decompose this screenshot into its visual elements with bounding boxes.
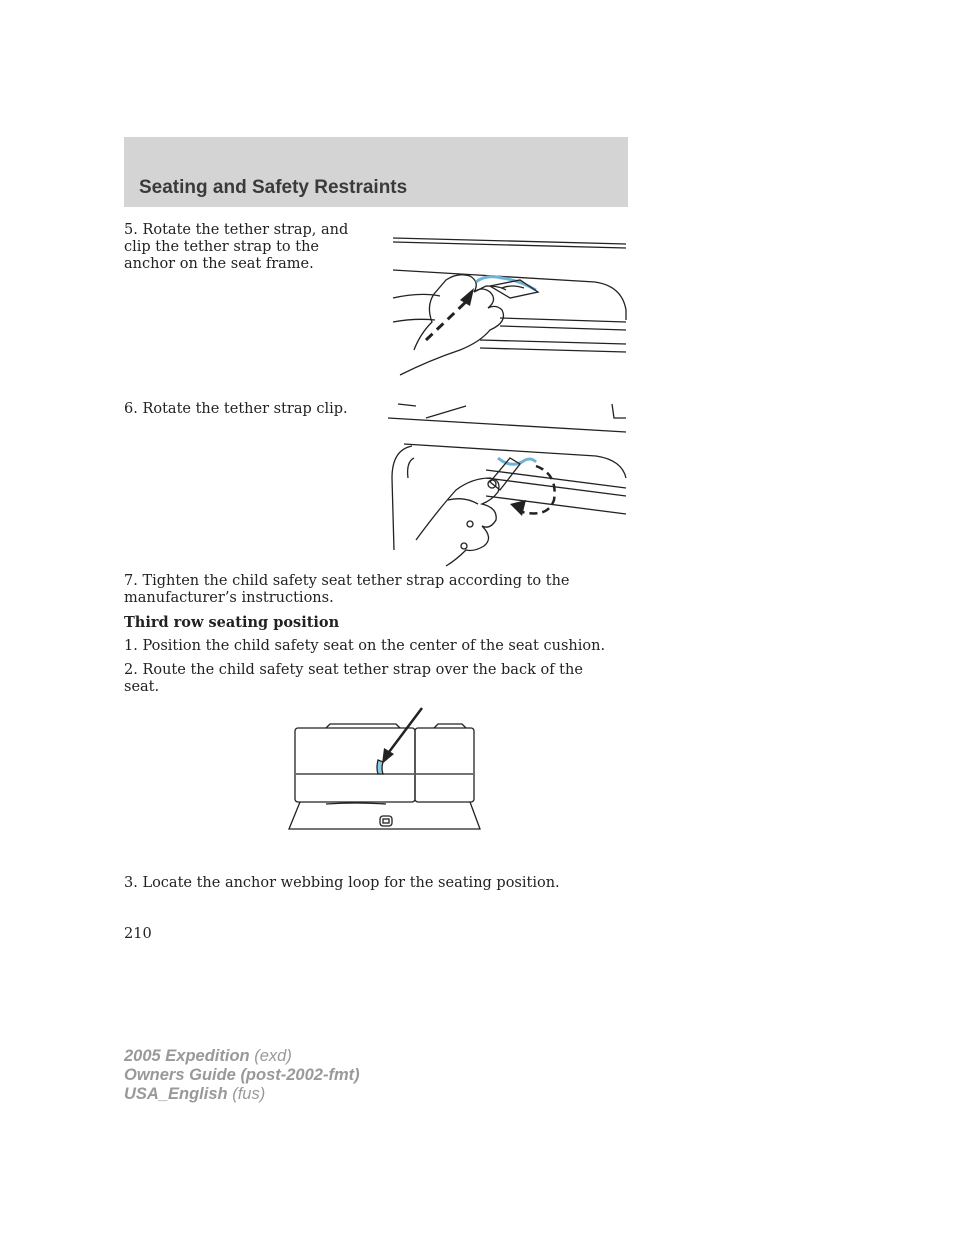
- document-footer: [124, 1047, 360, 1104]
- footer-language-code: (fus): [227, 1085, 266, 1103]
- footer-line-3: [124, 1085, 360, 1104]
- section-title: Seating and Safety Restraints: [139, 177, 408, 198]
- tether-clip-illustration: [390, 230, 630, 380]
- footer-line-1: [124, 1047, 360, 1066]
- page-number: 210: [124, 926, 152, 942]
- footer-line-2: [124, 1066, 360, 1085]
- third-row-step-3-text: 3. Locate the anchor webbing loop for the seating position.: [124, 875, 560, 891]
- footer-model-code: (exd): [249, 1047, 292, 1065]
- footer-guide: Owners Guide (post-2002-fmt): [124, 1066, 360, 1084]
- step-7-text: 7. Tighten the child safety seat tether strap according to the manufacturer’s instructions.: [124, 573, 570, 606]
- step-5-text: 5. Rotate the tether strap, and clip the tether strap to the anchor on the seat frame.: [124, 222, 349, 272]
- third-row-heading: Third row seating position: [124, 614, 340, 631]
- step-6-text: 6. Rotate the tether strap clip.: [124, 401, 348, 417]
- section-header-band: [124, 137, 628, 207]
- footer-language: USA_English: [124, 1085, 228, 1103]
- third-row-step-2-text: 2. Route the child safety seat tether strap over the back of the seat.: [124, 662, 583, 695]
- rotate-clip-illustration: [386, 400, 630, 568]
- footer-model: 2005 Expedition: [124, 1047, 250, 1065]
- third-row-seat-illustration: [286, 702, 486, 834]
- third-row-step-1-text: 1. Position the child safety seat on the center of the seat cushion.: [124, 638, 606, 654]
